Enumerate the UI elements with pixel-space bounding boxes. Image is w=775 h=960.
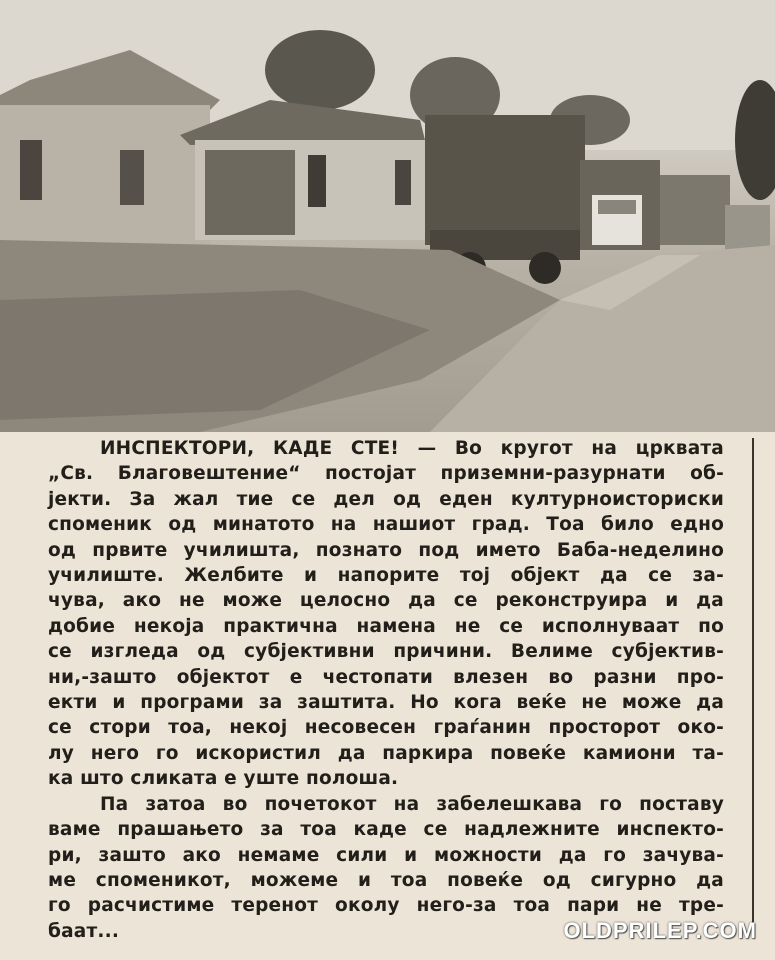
- text-line: ваме прашањето за тоа каде се надлежните инспекто-: [48, 819, 724, 841]
- text-line: го расчистиме теренот околу него-за тоа пари не тре-: [48, 895, 724, 917]
- text-line: чува, ако не може целосно да се реконструира и да: [48, 590, 724, 612]
- text-line: се стори тоа, некој несовесен граѓанин просторот око-: [48, 717, 724, 739]
- street-scene-illustration: [0, 0, 775, 432]
- headline: ИНСПЕКТОРИ, КАДЕ СТЕ!: [100, 438, 399, 459]
- text-line: екти и програми за заштита. Но кога веќе не може да: [48, 692, 724, 714]
- text-line: ка што сликата е уште полоша.: [48, 768, 399, 790]
- text-line: баат...: [48, 920, 120, 942]
- text-line: Па затоа во почетокот на забелешкава го поставу: [100, 793, 724, 815]
- text-line: лу него го искористил да паркира повеќе камиони та-: [48, 742, 724, 764]
- text-line: ме споменикот, можеме и тоа повеќе од сигурно да: [48, 869, 724, 891]
- text-line: споменик од минатото на нашиот град. Тоа било едно: [48, 514, 724, 536]
- article-text: [48, 436, 724, 956]
- article-photo: [0, 0, 775, 432]
- text-line: јекти. За жал тие се дел од еден културноисториски: [48, 488, 724, 510]
- site-watermark: OLDPRILEP.COM: [563, 918, 757, 943]
- paragraph-1: [48, 436, 724, 792]
- column-rule: [752, 438, 754, 938]
- text-line: училиште. Желбите и напорите тој објект да се за-: [48, 565, 724, 587]
- text-line: ри, зашто ако немаме сили и можности да го зачува-: [48, 844, 724, 866]
- text-line: ни,-зашто објектот е честопати влезен во разни про-: [48, 666, 724, 688]
- text-line: добие некоја практична намена не се исполнуваат по: [48, 615, 724, 637]
- text-line: од првите училишта, познато под името Баба-неделино: [48, 539, 724, 561]
- text-line: ИНСПЕКТОРИ, КАДЕ СТЕ! — Во кругот на црквата: [100, 438, 724, 459]
- text-line: се изгледа од субјективни причини. Велиме субјектив-: [48, 641, 724, 663]
- text-line: „Св. Благовештение“ постојат приземни-разурнати об-: [48, 463, 724, 485]
